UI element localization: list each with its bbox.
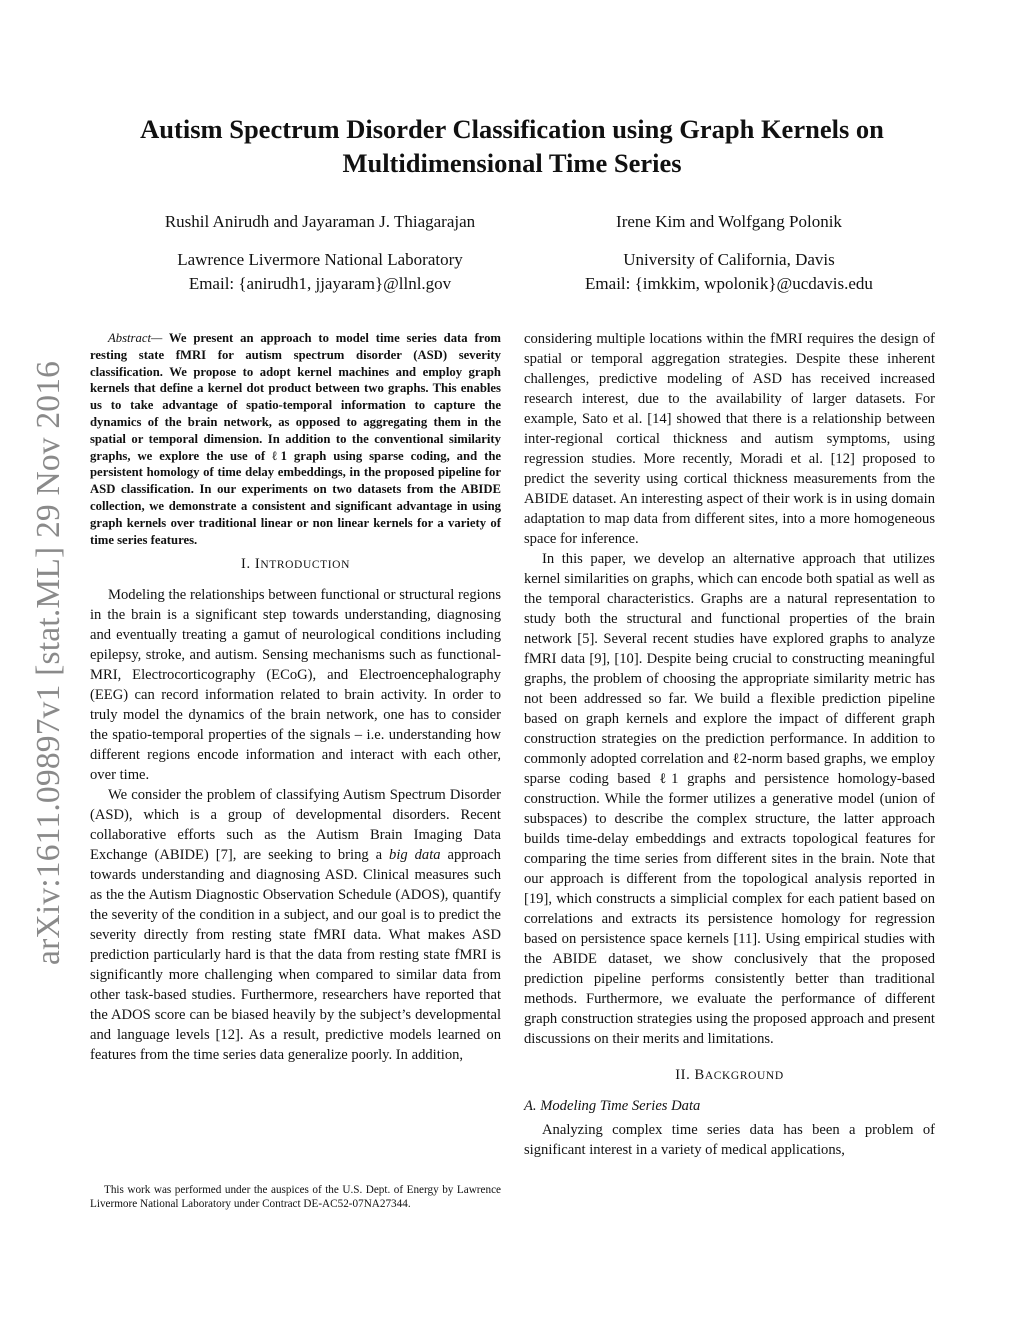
subsection-heading: A. Modeling Time Series Data [524,1098,701,1114]
author-block-left [140,210,500,296]
left-column [90,330,501,1065]
paragraph: Modeling the relationships between functional or structural regions in the brain is a significant step towards understanding, diagnosing and eventually treating a gamut of neurological conditions including epilepsy, stroke, and autism. Sensing mechanisms such as functional-MRI, Electrocorticography (ECoG), and Electroencephalography (EEG) can record information related to brain activity. In order to truly model the dynamics of the brain network, one has to consider the spatio-temporal properties of the signals – i.e. understanding how different regions encode information and interact with each other, over time. [90,587,501,784]
paper-title: Autism Spectrum Disorder Classification using Graph Kernels on Multidimensional Time Series [140,114,884,178]
section-heading-introduction: I. INTRODUCTION [241,556,350,573]
author-email: Email: {imkkim, wpolonik}@ucdavis.edu [585,274,873,293]
section-heading-background: II. BACKGROUND [675,1067,784,1083]
author-block-right [544,210,914,296]
author-email: Email: {anirudh1, jjayaram}@llnl.gov [188,274,452,293]
author-names: Rushil Anirudh and Jayaraman J. Thiagarajan [164,212,476,231]
arxiv-stamp: arXiv:1611.09897v1 [stat.ML] 29 Nov 2016 [30,360,67,965]
paragraph: We consider the problem of classifying Autism Spectrum Disorder (ASD), which is a group of developmental disorders. Recent collaborative efforts such as the Autism Brain Imaging Data Exchange (ABIDE) [7], are seeking to bring a big data approach towards understanding and diagnosing ASD. Clinical measures such as the the Autism Diagnostic Observation Schedule (ADOS), quantify the severity of the condition in a subject, and our goal is to predict the severity directly from resting state fMRI data. What makes ASD prediction particularly hard is that the data from resting state fMRI is significantly more challenging when compared to similar data from other task-based studies. Furthermore, researchers have reported that the ADOS score can be biased heavily by the subject’s developmental and language levels [12]. As a result, predictive models learned on features from the time series data generalize poorly. In addition, [90,787,501,1064]
footnote: This work was performed under the auspices of the U.S. Dept. of Energy by Lawrence Livermore National Laboratory under Contract DE-AC52-07NA27344. [90,1184,501,1210]
abstract-text: We present an approach to model time series data from resting state fMRI for autism spectrum disorder (ASD) severity classification. We propose to adopt kernel machines and employ graph kernels that define a kernel dot product between two graphs. This enables us to take advantage of spatio-temporal information to capture the dynamics of the brain network, as opposed to aggregating them in the spatial or temporal dimension. In addition to the conventional similarity graphs, we explore the use of ℓ1 graph using sparse coding, and the persistent homology of time delay embeddings, in the proposed pipeline for ASD classification. In our experiments on two datasets from the ABIDE collection, we demonstrate a consistent and significant advantage in using graph kernels over traditional linear or non linear kernels for a variety of time series features. [90,331,501,547]
abstract-lead: Abstract— [108,331,163,345]
paragraph: Analyzing complex time series data has been a problem of significant interest in a variety of medical applications, [524,1122,935,1158]
author-affiliation: Lawrence Livermore National Laboratory [177,250,463,269]
abstract [90,330,501,548]
right-column [524,329,935,1160]
emphasis: big data [389,847,441,864]
paragraph: In this paper, we develop an alternative approach that utilizes kernel similarities on graphs, which can encode both spatial as well as the temporal characteristics. Graphs are a natural representation to study both the structural and functional properties of the brain network [5]. Several recent studies have explored graphs to analyze fMRI data [9], [10]. Despite being crucial to constructing meaningful graphs, the problem of choosing the appropriate similarity metric has not been addressed so far. We build a flexible prediction pipeline based on graph kernels and explore the impact of different graph construction strategies on the prediction performance. In addition to commonly adopted correlation and ℓ2-norm based graphs, we employ sparse coding based ℓ1 graphs and persistence homology-based construction. While the former utilizes a generative model (union of subspaces) to describe the complex structure, the latter approach builds time-delay embeddings and extracts topological features for comparing the time series from different sites in the brain. Note that our approach is different from the topological analysis reported in [19], which constructs a simplicial complex for each patient based on correlations and extracts its persistence homology for regression based on persistence space kernels [11]. Using empirical studies with the ABIDE dataset, we show conclusively that the proposed prediction pipeline performs consistently better than traditional methods. Furthermore, we evaluate the performance of different graph construction strategies using the proposed approach and present discussions on their merits and limitations. [524,551,935,1047]
author-affiliation: University of California, Davis [623,250,835,269]
paragraph: considering multiple locations within the fMRI requires the design of spatial or temporal aggregation strategies. Despite these inherent challenges, predictive modeling of ASD has received increased research interest, due to the availability of larger datasets. For example, Sato et al. [14] showed that there is a relationship between inter-regional cortical thickness and autism symptoms, using regression studies. More recently, Moradi et al. [12] proposed to predict the severity using cortical thickness measurements from the ABIDE dataset. An interesting aspect of their work is in using domain adaptation to map data from different sites, into a more homogeneous space for inference. [524,331,935,547]
author-names: Irene Kim and Wolfgang Polonik [616,212,842,231]
